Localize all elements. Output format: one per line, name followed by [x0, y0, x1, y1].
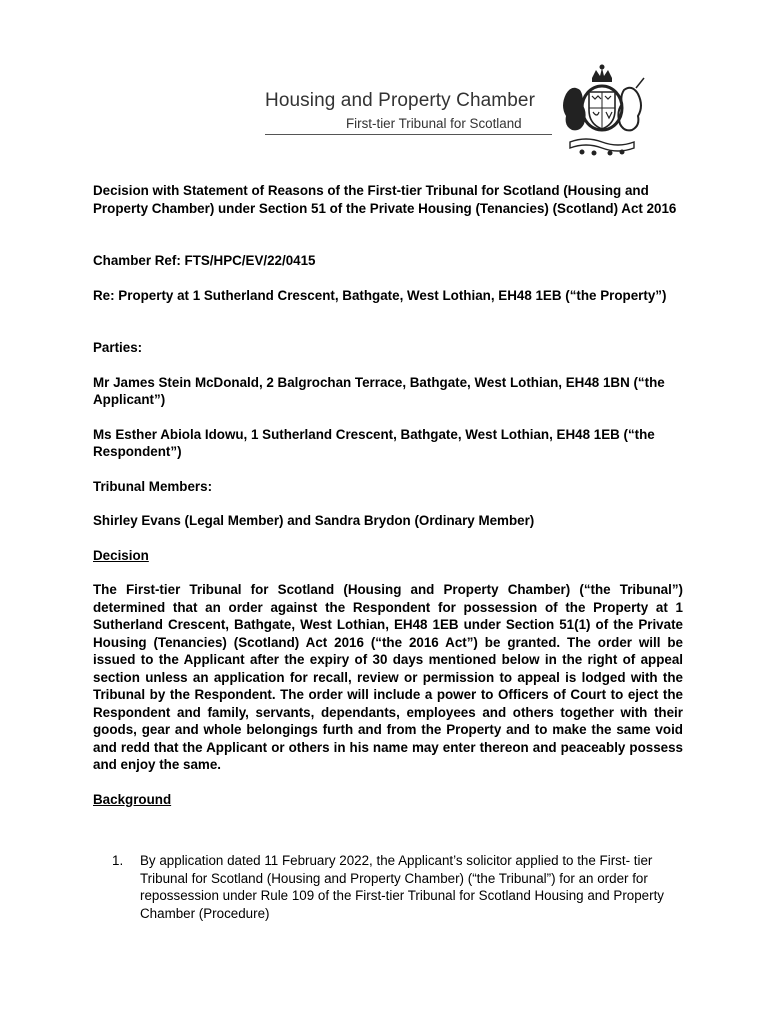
decision-text: The First-tier Tribunal for Scotland (Housing and Property Chamber) (“the Tribunal”) determined that an order against the Respondent for possession of the Property at 1 Sutherland Crescent, Bathgate, West Lothian, EH48 1EB under Section 51(1) of the Private Housing (Tenancies) (Scotland) Act 2016 (“the 2016 Act”) be granted. The order will be issued to the Applicant after the expiry of 30 days mentioned below in the right of appeal section unless an application for recall, review or permission to appeal is lodged with the Tribunal by the Respondent. The order will include a power to Officers of Court to eject the Respondent and family, servants, dependants, employees and others together with their goods, gear and whole belongings furth and from the Property and to make the same void and redd that the Applicant or others in his name may enter thereon and peaceably possess and enjoy the same. — [93, 582, 683, 772]
organisation-name: Housing and Property Chamber — [265, 90, 535, 111]
chamber-reference: Chamber Ref: FTS/HPC/EV/22/0415 — [93, 253, 316, 268]
applicant-details: Mr James Stein McDonald, 2 Balgrochan Terrace, Bathgate, West Lothian, EH48 1BN (“the Applicant”) — [93, 374, 665, 407]
document-title: Decision with Statement of Reasons of the First-tier Tribunal for Scotland (Housing and Property Chamber) under Section 51 of the Private Housing (Tenancies) (Scotland) Act 2016 — [93, 183, 677, 216]
letterhead — [0, 0, 770, 160]
property-reference: Re: Property at 1 Sutherland Crescent, Bathgate, West Lothian, EH48 1EB (“the Property”) — [93, 287, 667, 303]
decision-heading: Decision — [93, 547, 149, 563]
background-list — [112, 852, 682, 922]
parties-heading: Parties: — [93, 340, 143, 355]
respondent-details: Ms Esther Abiola Idowu, 1 Sutherland Crescent, Bathgate, West Lothian, EH48 1EB (“the Respondent”) — [93, 426, 655, 459]
background-heading: Background — [93, 791, 172, 807]
list-item-text: By application dated 11 February 2022, the Applicant’s solicitor applied to the First- tier Tribunal for Scotland (Housing and Property Chamber) (“the Tribunal”) for an order for repossession under Rule 109 of the First-tier Tribunal for Scotland Housing and Property Chamber (Procedure) — [140, 853, 664, 921]
royal-coat-of-arms-icon — [556, 64, 648, 156]
letterhead-divider — [265, 134, 552, 135]
list-item-number: 1. — [112, 853, 124, 868]
organisation-subtitle: First-tier Tribunal for Scotland — [346, 116, 522, 131]
tribunal-members-heading: Tribunal Members: — [93, 478, 213, 494]
tribunal-members: Shirley Evans (Legal Member) and Sandra Brydon (Ordinary Member) — [93, 513, 535, 528]
document-body — [93, 182, 683, 808]
list-item — [112, 852, 682, 922]
